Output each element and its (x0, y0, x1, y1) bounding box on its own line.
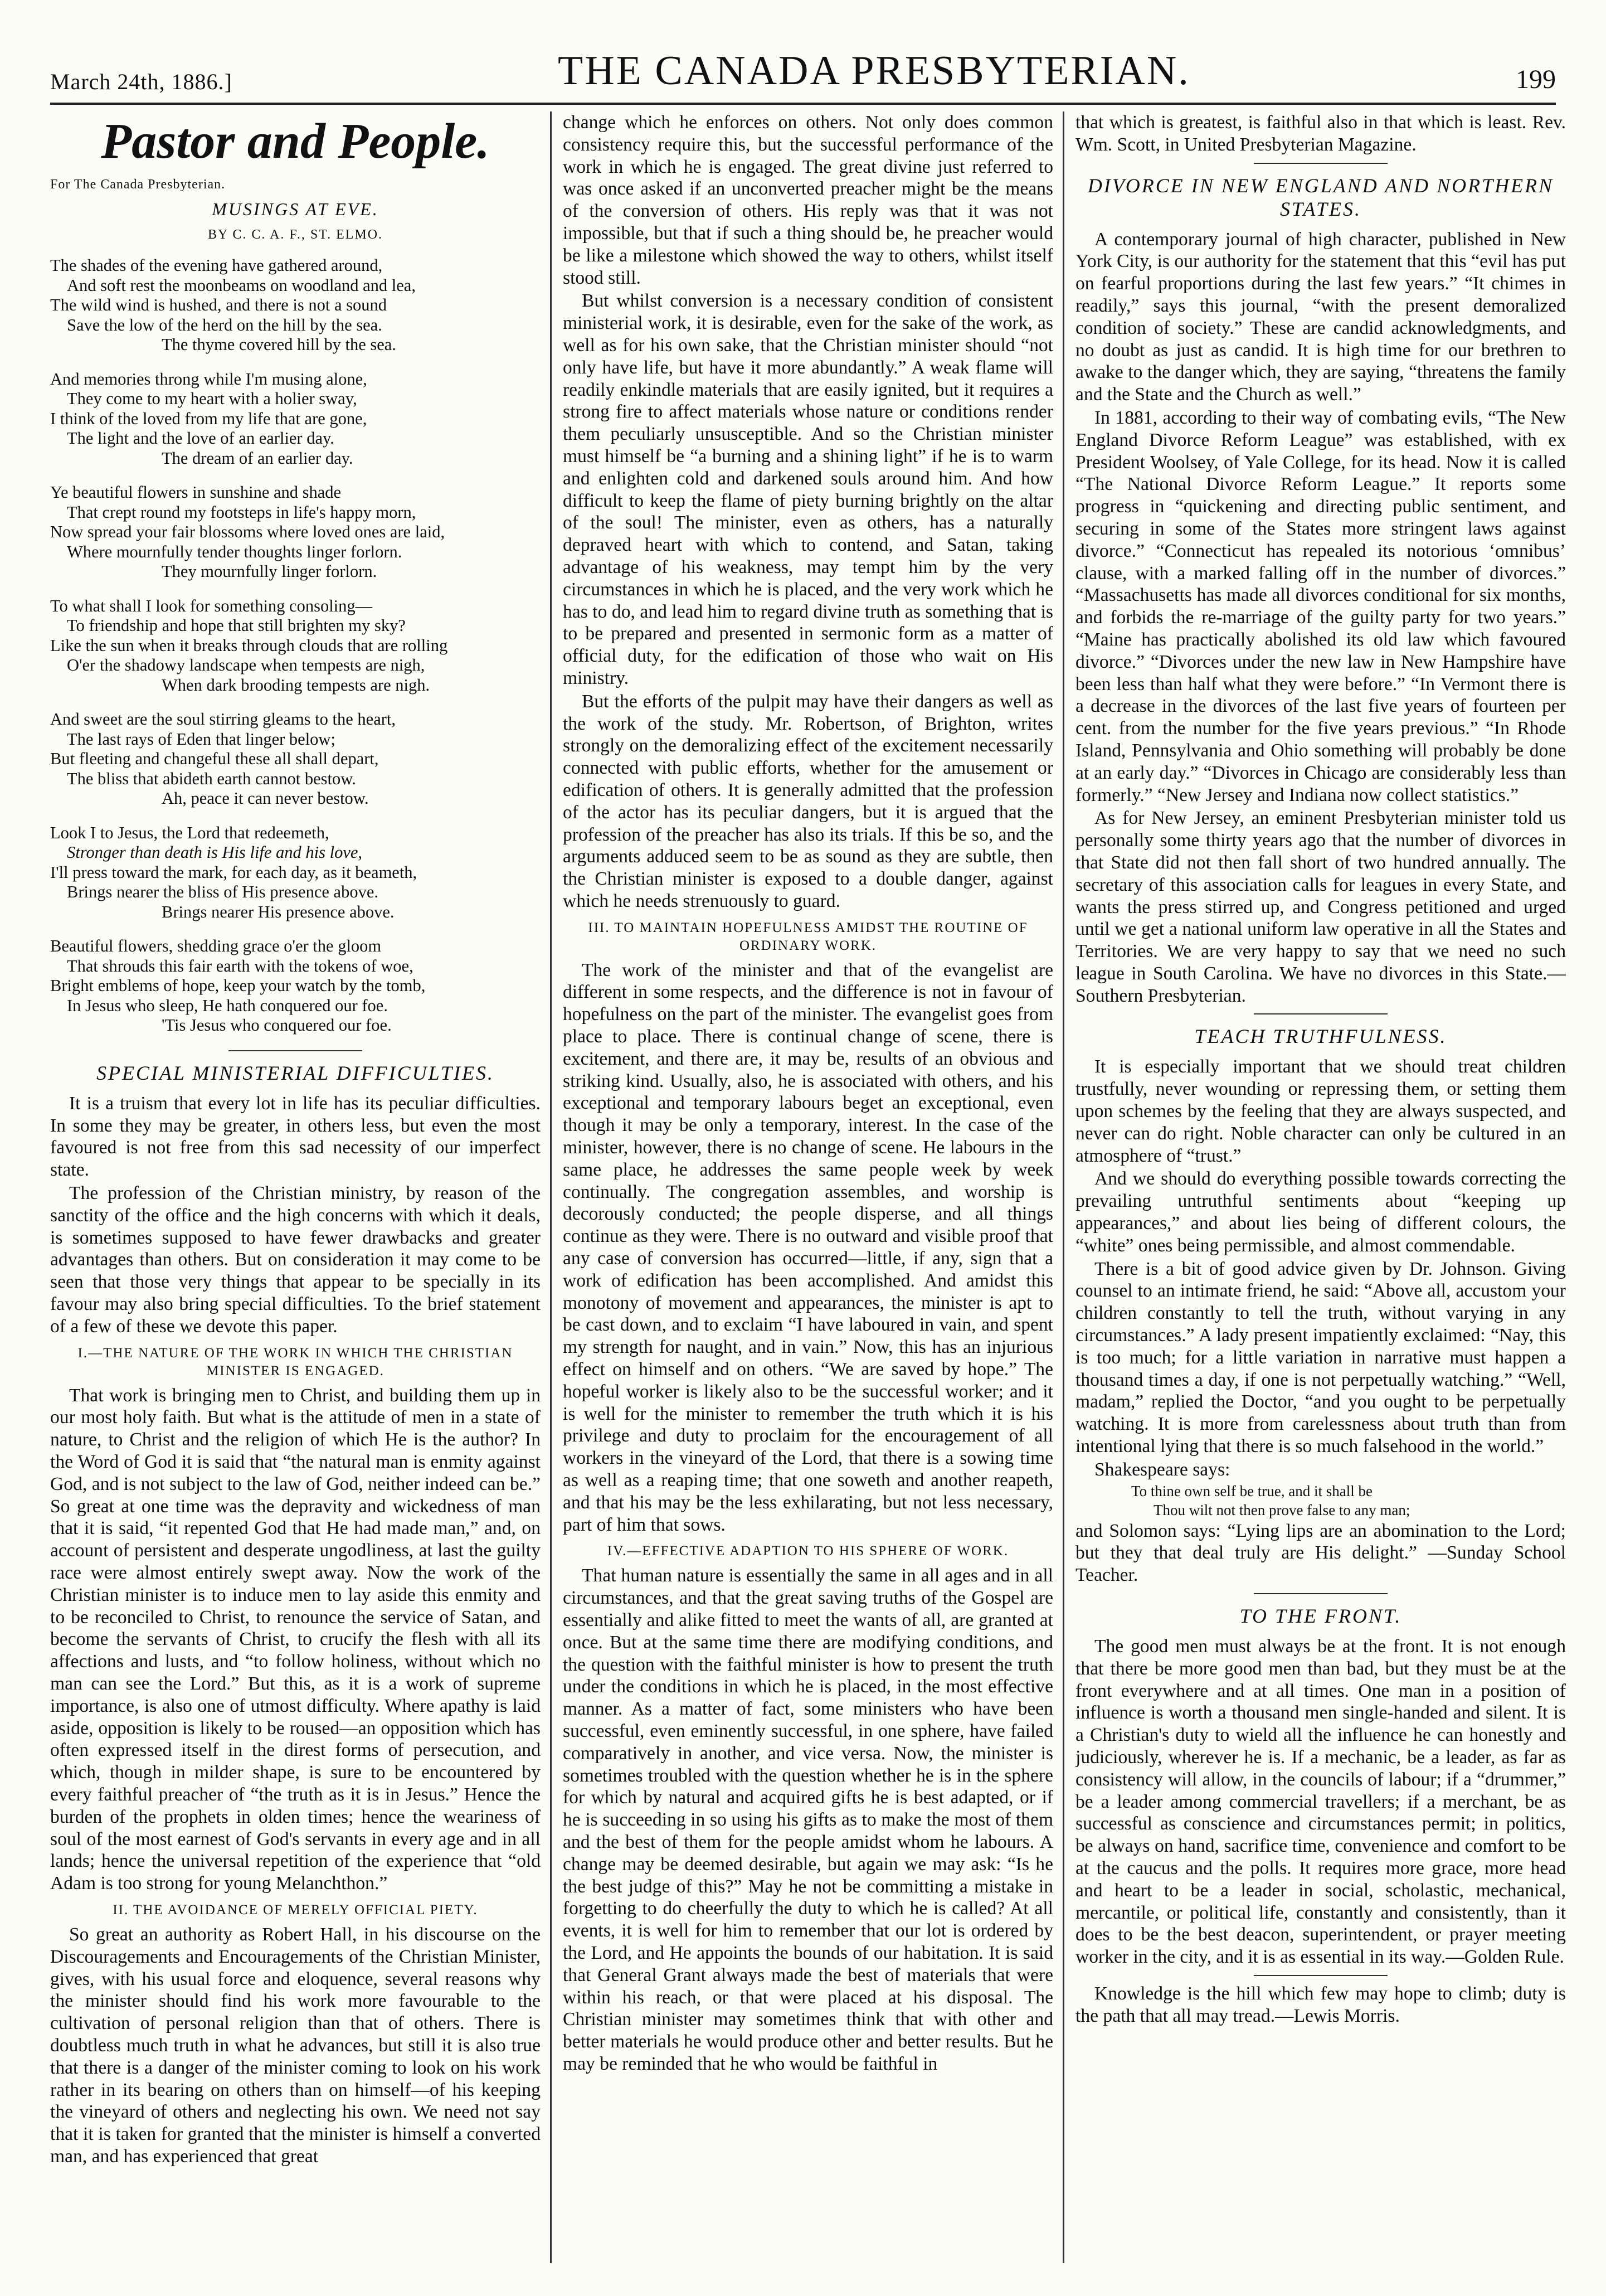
poem-line: But fleeting and changeful these all shall depart, (50, 749, 379, 769)
poem-line: They come to my heart with a holier sway, (67, 389, 357, 409)
paragraph: and Solomon says: “Lying lips are an abomination to the Lord; but they that deal truly are His delight.” —Sunday School Teacher. (1075, 1520, 1566, 1586)
poem-stanza (50, 710, 541, 809)
verse-line: To thine own self be true, and it shall be (1131, 1482, 1373, 1499)
article-title: DIVORCE IN NEW ENGLAND AND NORTHERN STATES. (1087, 174, 1554, 220)
poem-byline: BY C. C. A. F., ST. ELMO. (207, 227, 383, 242)
poem-line: That shrouds this fair earth with the tokens of woe, (67, 956, 413, 975)
poem-line: The shades of the evening have gathered around, (50, 256, 383, 275)
paragraph: that which is greatest, is faithful also in that which is least. Rev. Wm. Scott, in United Presbyterian Magazine. (1075, 112, 1566, 155)
page-number: 199 (1515, 65, 1556, 94)
poem-line: The wild wind is hushed, and there is not a sound (50, 295, 387, 315)
verse-line: Thou wilt not then prove false to any man; (1154, 1501, 1410, 1518)
paragraph: The profession of the Christian ministry, by reason of the sanctity of the office and the high concerns with which it deals, is sometimes supposed to have fewer drawbacks and greater advantages than others. But on consideration it may come to be seen that those very things that appear to be specially in its favour may also bring special difficulties. To the brief statement of a few of these we devote this paper. (50, 1183, 541, 1337)
poem-line: In Jesus who sleep, He hath conquered our foe. (67, 996, 388, 1015)
poem-line: The bliss that abideth earth cannot bestow. (67, 769, 356, 788)
poem-line: Look I to Jesus, the Lord that redeemeth, (50, 823, 329, 842)
paragraph: As for New Jersey, an eminent Presbyterian minister told us personally some thirty years ago that the number of divorces in that State did not then fall short of two hundred annually. The secretary of this association calls for leagues in every State, and wants the press stirred up, and Congress petitioned and urged until we get a national uniform law operative in all the States and Territories. We are very happy to say that we need no such league in South Carolina. We have no divorces in this State.—Southern Presbyterian. (1075, 808, 1566, 1006)
divider (228, 1050, 362, 1051)
paragraph: Knowledge is the hill which few may hope to climb; duty is the path that all may tread.—Lewis Morris. (1075, 1983, 1566, 2026)
newspaper-title: THE CANADA PRESBYTERIAN. (558, 48, 1190, 94)
poem-line: They mournfully linger forlorn. (162, 562, 377, 581)
poem-line: And soft rest the moonbeams on woodland and lea, (67, 275, 416, 295)
poem-line: Where mournfully tender thoughts linger forlorn. (67, 542, 402, 561)
poem-line: Ah, peace it can never bestow. (162, 789, 369, 808)
masthead (50, 33, 1556, 105)
divider (1254, 1975, 1388, 1976)
poem-stanza (50, 370, 541, 469)
paragraph: But whilst conversion is a necessary condition of consistent ministerial work, it is desirable, even for the sake of the work, as well as for his own sake, that the Christian minister should “not only have life, but have it more abundantly.” A weak flame will readily enkindle materials that are easily ignited, but it requires a strong fire to affect materials whose nature or conditions render them peculiarly unsusceptible. And so the Christian minister must himself be “a burning and a shining light” if he is to warm and enlighten cold and darkened souls around him. And how difficult to keep the flame of piety burning brightly on the altar of the soul! The minister, even as others, has a naturally depraved heart with which to contend, and Satan, taking advantage of his weakness, may tempt him by the very circumstances in which he is placed, and the very work which he has to do, and lead him to regard divine truth as something that is to be prepared and presented in sermonic form as a matter of official duty, for the edification of those who wait on His ministry. (563, 290, 1053, 688)
poem-stanza (50, 256, 541, 355)
column-rule (1063, 111, 1064, 2263)
subheading: I.—THE NATURE OF THE WORK IN WHICH THE CHRISTIAN MINISTER IS ENGAGED. (77, 1345, 513, 1378)
paragraph: In 1881, according to their way of combating evils, “The New England Divorce Reform League” was established, with ex President Woolsey, of Yale College, for its head. Now it is called “The National Divorce Reform League.” It reports some progress in “quickening and directing public sentiment, and securing in some of the States more stringent laws against divorce.” “Connecticut has repealed its notorious ‘omnibus’ clause, with a marked falling off in the number of divorces.” “Massachusetts has made all divorces conditional for six months, and forbids the re-marriage of the guilty party for two years.” “Maine has practically abolished its old law which favoured divorce.” “Divorces under the new law in New Hampshire have been less than half what they were before.” “In Vermont there is a decrease in the divorces of the last five years of fourteen per cent. from the number for the five years previous.” “In Rhode Island, Pennsylvania and Ohio something will probably be done at an early day.” “Divorces in Chicago are considerably less than formerly.” “New Jersey and Indiana now collect statistics.” (1075, 407, 1566, 805)
paragraph: The work of the minister and that of the evangelist are different in some respects, and the difference is not in favour of hopefulness on the part of the minister. The evangelist goes from place to place. There is continual change of scene, there is excitement, and there are, it may be, results of an obvious and striking kind. Usually, also, he is associated with others, and his exceptional and temporary labours beget an exceptional, even though it may be only a temporary, interest. In the case of the minister, however, there is no change of scene. He labours in the same place, he addresses the same people week by week continually. The congregation assembles, and worship is decorously conducted; the people disperse, and all things continue as they were. There is no outward and visible proof that any case of conversion has occurred—little, if any, sign that a work of edification has been accomplished. And amidst this monotony of movement and appearances, the minister is apt to be cast down, and to exclaim “I have laboured in vain, and spent my strength for naught, and in vain.” Now, this has an injurious effect on himself and on others. “We are saved by hope.” The hopeful worker is likely also to be the successful worker; and it is well for the minister to remember the truth which it is his privilege and duty to proclaim for the encouragement of all workers in the vineyard of the Lord, that there is a sowing time as well as a reaping time; that one soweth and another reapeth, and that his may be the less exhilarating, but not less necessary, part of him that sows. (563, 959, 1053, 1535)
poem-line: Now spread your fair blossoms where loved ones are laid, (50, 522, 445, 542)
poem-stanza (50, 596, 541, 696)
divider (1254, 1593, 1388, 1594)
poem-line: Bright emblems of hope, keep your watch by the tomb, (50, 976, 426, 996)
poem-line: O'er the shadowy landscape when tempests are nigh, (67, 656, 425, 675)
poem-line: Brings nearer the bliss of His presence above. (67, 882, 378, 902)
for-line: For The Canada Presbyterian. (50, 177, 226, 192)
divider (1254, 163, 1388, 164)
poem-stanza (50, 483, 541, 582)
poem-line: Like the sun when it breaks through clouds that are rolling (50, 635, 448, 655)
poem-stanza (50, 936, 541, 1036)
paragraph: change which he enforces on others. Not only does common consistency require this, but the successful performance of the work in which he is engaged. The great divine just referred to was once asked if an unconverted preacher might be the means of the conversion of others. His reply was that it was not impossible, but that if such a thing should be, he preacher would be like a milestone which showed the way to others, whilst itself stood still. (563, 112, 1053, 288)
column-1 (50, 111, 541, 2274)
poem-line: The dream of an earlier day. (162, 448, 353, 468)
poem-line: When dark brooding tempests are nigh. (162, 675, 430, 695)
poem-line: The last rays of Eden that linger below; (67, 729, 335, 749)
poem-line: The thyme covered hill by the sea. (162, 335, 396, 355)
poem-line: And sweet are the soul stirring gleams to the heart, (50, 710, 396, 729)
poem-line: And memories throng while I'm musing alone, (50, 369, 367, 389)
divider (1254, 1013, 1388, 1014)
paragraph: The good men must always be at the front. It is not enough that there be more good men than bad, but they must be at the front everywhere and at all times. One man in a position of influence is worth a thousand men single-handed and silent. It is a Christian's duty to wield all the influence he can honestly and judiciously, wherever he is. If a mechanic, be a leader, as far as consistency will allow, in the councils of labour; if a “drummer,” be a leader among commercial travellers; if a merchant, be as successful as conscience and circumstances permit; in politics, be always on hand, sacrifice time, convenience and comfort to be at the caucus and the polls. It requires more grace, more head and heart to be a leader in social, scholastic, mechanical, mercantile, or political life, constantly and consistently, than it does to be the best deacon, superintendent, or prayer meeting worker in the city, and it is as essential in its way.—Golden Rule. (1075, 1636, 1566, 1968)
poem-title: MUSINGS AT EVE. (212, 198, 379, 219)
paragraph: A contemporary journal of high character, published in New York City, is our authority for the statement that this “evil has put on fearful proportions during the last few years.” “It chimes in readily,” says this journal, “with the present demoralized condition of society.” These are candid acknowledgments, and no doubt as just as candid. It is high time for our brethren to awake to the danger which, they are saying, “threatens the family and the State and the Church as well.” (1075, 229, 1566, 405)
subheading: III. TO MAINTAIN HOPEFULNESS AMIDST THE ROUTINE OF ORDINARY WORK. (588, 920, 1028, 953)
paragraph: It is a truism that every lot in life has its peculiar difficulties. In some they may be greater, in others less, but even the most favoured is not free from this sad necessity of our imperfect state. (50, 1093, 541, 1181)
section-title: Pastor and People. (101, 114, 490, 169)
poem-line: Save the low of the herd on the hill by the sea. (67, 315, 382, 334)
paragraph: And we should do everything possible towards correcting the prevailing untruthful sentiments about “keeping up appearances,” and about lies being of different colours, the “white” ones being permissible, and almost commendable. (1075, 1168, 1566, 1256)
subheading: IV.—EFFECTIVE ADAPTION TO HIS SPHERE OF WORK. (607, 1543, 1009, 1559)
poem-line: I'll press toward the mark, for each day, as it beameth, (50, 862, 417, 882)
column-rule (550, 111, 552, 2263)
poem-line: That crept round my footsteps in life's happy morn, (67, 502, 416, 522)
paragraph: But the efforts of the pulpit may have their dangers as well as the work of the study. Mr. Robertson, of Brighton, writes strongly on the demoralizing effect of the excitement necessarily connected with public efforts, whether for the amusement or edification of others. It is generally admitted that the profession of the actor has its peculiar dangers, but it is argued that the profession of the preacher has also its trials. If this be so, and the arguments adduced seem to be as sound as they are subtle, then the Christian minister is exposed to a double danger, against which he needs strenuously to guard. (563, 691, 1053, 911)
issue-date: March 24th, 1886.] (50, 69, 232, 94)
poem-line: Brings nearer His presence above. (162, 902, 395, 921)
subheading: II. THE AVOIDANCE OF MERELY OFFICIAL PIETY. (113, 1902, 478, 1918)
poem-line: Stronger than death is His life and his love, (67, 843, 363, 862)
poem-line: Ye beautiful flowers in sunshine and shade (50, 483, 342, 502)
article-title: SPECIAL MINISTERIAL DIFFICULTIES. (96, 1061, 494, 1084)
article-title: TEACH TRUTHFULNESS. (1194, 1025, 1447, 1048)
article-title: TO THE FRONT. (1239, 1605, 1402, 1628)
poem-line: I think of the loved from my life that are gone, (50, 409, 367, 428)
paragraph: There is a bit of good advice given by Dr. Johnson. Giving counsel to an intimate friend, he said: “Above all, accustom your children constantly to tell the truth, without varying in any circumstances.” A lady present impatiently exclaimed: “Nay, this is too much; for a little variation in narrative must happen a thousand times a day, if one is not perpetually watching.” “Well, madam,” replied the Doctor, “and you ought to be perpetually watching. It is more from carelessness about truth than from intentional lying that there is so much falsehood in the world.” (1075, 1258, 1566, 1457)
column-2 (563, 111, 1053, 2274)
poem-line: Beautiful flowers, shedding grace o'er the gloom (50, 936, 382, 956)
paragraph: So great an authority as Robert Hall, in his discourse on the Discouragements and Encouragements of the Christian Minister, gives, with his usual force and eloquence, several reasons why the minister should find his work more favourable to the cultivation of personal religion than that of others. There is doubtless much truth in what he advances, but still it is also true that there is a danger of the minister coming to look on his work rather in its bearing on others than on himself—of his keeping the vineyard of others and neglecting his own. We need not say that it is taken for granted that the minister is himself a converted man, and has experienced that great (50, 1924, 541, 2167)
poem-line: 'Tis Jesus who conquered our foe. (162, 1016, 392, 1035)
poem-line: To friendship and hope that still brighten my sky? (67, 616, 406, 635)
paragraph: That work is bringing men to Christ, and building them up in our most holy faith. But what is the attitude of men in a state of nature, to Christ and the religion of which He is the author? In the Word of God it is said that “the natural man is enmity against God, and is not subject to the law of God, neither indeed can be.” So great at one time was the depravity and wickedness of man that it is said, “it repented God that He had made man,” and, on account of persistent and desperate ungodliness, at last the guilty race were almost entirely swept away. Now the work of the Christian minister is to induce men to lay aside this enmity and to be reconciled to Christ, to renounce the service of Satan, and become the servants of Christ, to crucify the flesh with all its affections and lusts, and “to follow holiness, without which no man can see the Lord.” But this, as it is a work of supreme importance, is also one of utmost difficulty. Where apathy is laid aside, opposition is likely to be roused—an opposition which has often expressed itself in the direst forms of persecution, and which, though in milder shape, is sure to be encountered by every faithful preacher of “the truth as it is in Jesus.” Hence the burden of the prophets in olden times; hence the weariness of soul of the most earnest of God's servants in every age and in all lands; hence the universal repetition of the experience that “old Adam is too strong for young Melanchthon.” (50, 1385, 541, 1894)
poem-stanza (50, 823, 541, 923)
poem-line: To what shall I look for something consoling— (50, 596, 373, 615)
poem-line: The light and the love of an earlier day. (67, 429, 334, 448)
paragraph: That human nature is essentially the same in all ages and in all circumstances, and that the great saving truths of the Gospel are essentially and alike fitted to meet the wants of all, are granted at once. But at the same time there are modifying conditions, and the question with the faithful minister is how to present the truth under the conditions in which he is placed, in the most effective manner. As a matter of fact, some ministers who have been successful, even eminently successful, in one sphere, have failed comparatively in another, and vice versa. Now, the minister is sometimes troubled with the question whether he is in the sphere for which by natural and acquired gifts he is best adapted, or if he is succeeding in so using his gifts as to make the most of them and the best of them for the people amidst whom he labours. A change may be deemed desirable, but again we may ask: “Is he the best judge of this?” May he not be committing a mistake in forgetting to do cheerfully the duty to which he is called? At all events, it is well for him to remember that our lot is ordered by the Lord, and He appoints the bounds of our habitation. It is said that General Grant always made the best of materials that were within his reach, or that were placed at his disposal. The Christian minister may sometimes think that with other and better materials he would produce other and better results. But he may be reminded that he who would be faithful in (563, 1565, 1053, 2074)
paragraph: Shakespeare says: (1094, 1459, 1230, 1480)
column-3 (1075, 111, 1566, 2274)
paragraph: It is especially important that we should treat children trustfully, never wounding or repressing them, or setting them upon schemes by the feeling that they are always suspected, and never can do right. Noble character can only be cultured in an atmosphere of “trust.” (1075, 1056, 1566, 1166)
